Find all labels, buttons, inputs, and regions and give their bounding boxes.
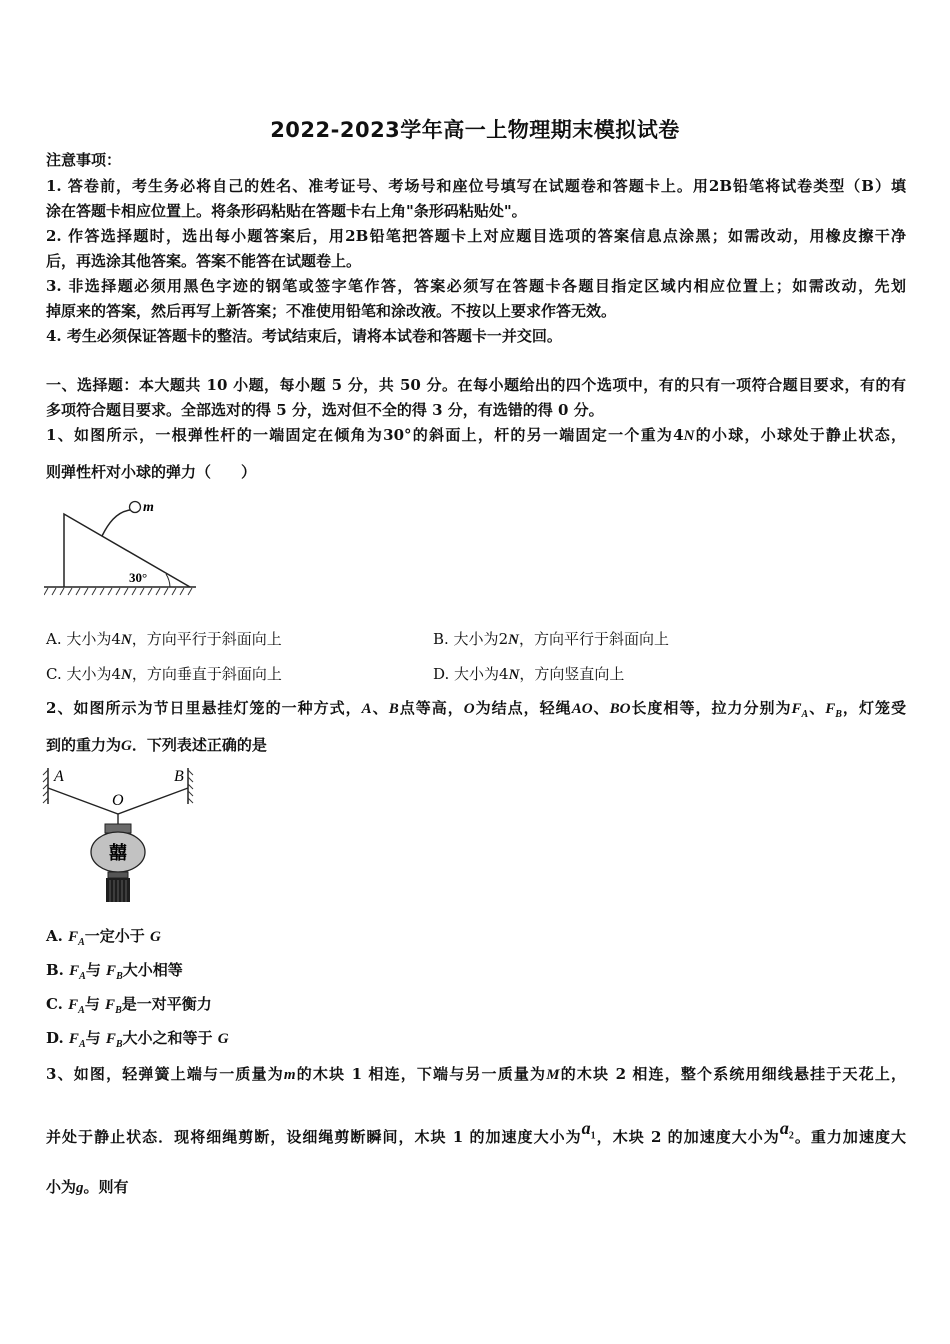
notice-line-4: 后，再选涂其他答案。答案不能答在试题卷上。 — [46, 252, 362, 270]
angle-label: 30° — [129, 570, 148, 585]
incline-figure — [44, 494, 200, 596]
q2-option-d: D. $F_A$与 $F_B$大小之和等于 G — [46, 1029, 229, 1050]
mass-label: m — [143, 500, 154, 515]
q3-line-2: 并处于静止状态．现将细绳剪断，设细绳剪断瞬间，木块 1 的加速度大小为$a_1$，木块 2 的加速度大小为$a_2$。重力加速度大 — [46, 1118, 907, 1146]
q1-option-b: B. 大小为2N，方向平行于斜面向上 — [433, 630, 669, 648]
q2-line-2: 到的重力为G．下列表述正确的是 — [46, 736, 267, 754]
notice-line-6: 掉原来的答案，然后再写上新答案；不准使用铅笔和涂改液。不按以上要求作答无效。 — [46, 302, 617, 320]
point-b-label: B — [174, 768, 184, 785]
q2-option-c: C. $F_A$与 $F_B$是一对平衡力 — [46, 995, 212, 1016]
q3-line-3: 小为g。则有 — [46, 1178, 129, 1196]
q3-line-1: 3、如图，轻弹簧上端与一质量为m的木块 1 相连，下端与另一质量为M的木块 2 相连，整个系统用细线悬挂于天花上， — [46, 1065, 906, 1083]
q2-line-1: 2、如图所示为节日里悬挂灯笼的一种方式，A、B点等高，O为结点，轻绳AO、BO长度相等，拉力分别为$F_A$、$F_B$，灯笼受 — [46, 699, 906, 720]
accel-a2: $a_2$ — [779, 1118, 794, 1142]
notice-line-3: 2. 作答选择题时，选出每小题答案后，用2B铅笔把答题卡上对应题目选项的答案信息点涂黑；如需改动，用橡皮擦干净 — [46, 227, 906, 245]
q1-option-c: C. 大小为4N，方向垂直于斜面向上 — [46, 665, 282, 683]
page-title: 2022-2023学年高一上物理期末模拟试卷 — [270, 118, 680, 142]
notice-line-5: 3. 非选择题必须用黑色字迹的钢笔或签字笔作答，答案必须写在答题卡各题目指定区域内相应位置上；如需改动，先划 — [46, 277, 906, 295]
accel-a1: $a_1$ — [581, 1118, 596, 1142]
section-line-2: 多项符合题目要求。全部选对的得 5 分，选对但不全的得 3 分，有选错的得 0 分。 — [46, 401, 604, 419]
notice-heading: 注意事项： — [46, 151, 122, 169]
notice-line-2: 涂在答题卡相应位置上。将条形码粘贴在答题卡右上角"条形码粘贴处"。 — [46, 202, 527, 220]
q1-option-d: D. 大小为4N，方向竖直向上 — [433, 665, 625, 683]
notice-line-1: 1. 答卷前，考生务必将自己的姓名、准考证号、考场号和座位号填写在试题卷和答题卡上。用2B铅笔将试卷类型（B）填 — [46, 177, 906, 195]
point-o-label: O — [112, 792, 124, 809]
lantern-figure — [42, 764, 198, 906]
q2-option-b: B. $F_A$与 $F_B$大小相等 — [46, 961, 183, 982]
section-line-1: 一、选择题：本大题共 10 小题，每小题 5 分，共 50 分。在每小题给出的四个选项中，有的只有一项符合题目要求，有的有 — [46, 376, 906, 394]
q1-line-1: 1、如图所示，一根弹性杆的一端固定在倾角为30°的斜面上，杆的另一端固定一个重为4N的小球，小球处于静止状态， — [46, 426, 906, 444]
q1-option-a: A. 大小为4N，方向平行于斜面向上 — [46, 630, 282, 648]
q2-option-a: A. $F_A$一定小于 G — [46, 927, 161, 948]
lantern-character: 囍 — [109, 843, 127, 864]
q1-line-2: 则弹性杆对小球的弹力（ ） — [46, 463, 257, 481]
notice-line-7: 4. 考生必须保证答题卡的整洁。考试结束后，请将本试卷和答题卡一并交回。 — [46, 327, 562, 345]
point-a-label: A — [54, 768, 64, 785]
